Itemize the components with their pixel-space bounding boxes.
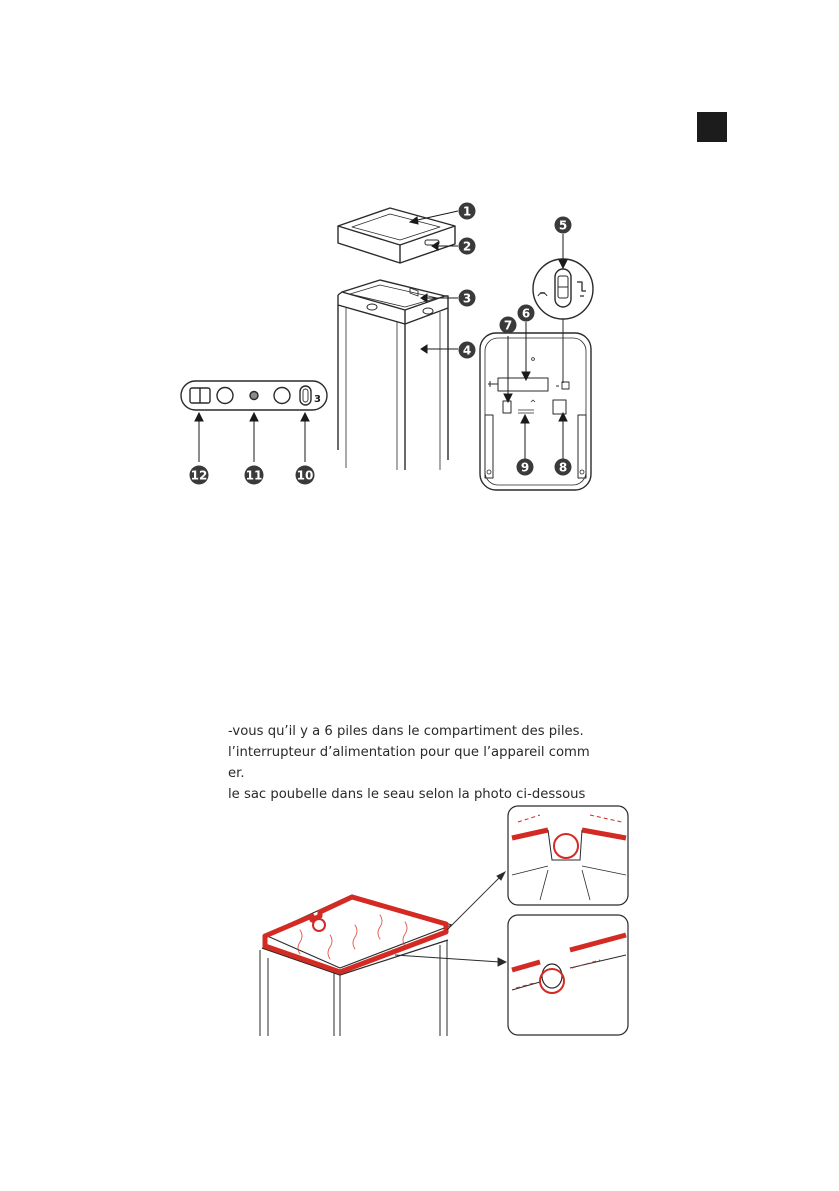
- svg-text:10: 10: [296, 468, 314, 483]
- callout-12: [190, 466, 209, 485]
- callout-10: [296, 466, 315, 485]
- detail-panel-bottom: [508, 915, 628, 1035]
- callout-1: [459, 203, 476, 220]
- instruction-line-2: l’interrupteur d’alimentation pour que l’appareil comm: [228, 745, 590, 760]
- bucket-illustration: [338, 280, 448, 470]
- panel-battery-label: 3: [314, 394, 321, 405]
- callout-6: [518, 305, 535, 322]
- svg-text:11: 11: [245, 468, 263, 483]
- instruction-line-4: le sac poubelle dans le seau selon la photo ci-dessous: [228, 787, 586, 802]
- callout-7: [500, 317, 517, 334]
- underside-illustration: [480, 333, 591, 490]
- svg-text:3: 3: [462, 291, 472, 306]
- exploded-diagram: [0, 0, 839, 560]
- lid-illustration: [338, 208, 455, 263]
- svg-text:8: 8: [558, 460, 568, 475]
- svg-text:1: 1: [462, 204, 472, 219]
- callout-4: [459, 342, 476, 359]
- callout-2: [459, 238, 476, 255]
- switch-detail-illustration: [533, 259, 593, 383]
- callout-9: [517, 459, 534, 476]
- callout-3: [459, 290, 476, 307]
- svg-text:4: 4: [462, 343, 472, 358]
- control-panel-illustration: [181, 381, 327, 410]
- instruction-line-3: er.: [228, 766, 245, 781]
- svg-text:7: 7: [503, 318, 513, 333]
- instruction-line-1: -vous qu’il y a 6 piles dans le compartiment des piles.: [228, 724, 584, 739]
- leader-lines: [195, 211, 567, 462]
- svg-text:6: 6: [521, 306, 531, 321]
- svg-text:5: 5: [558, 218, 568, 233]
- callout-8: [555, 459, 572, 476]
- callout-5: [555, 217, 572, 234]
- svg-text:2: 2: [462, 239, 472, 254]
- svg-text:9: 9: [520, 460, 530, 475]
- svg-text:12: 12: [190, 468, 208, 483]
- detail-panel-top: [508, 806, 628, 905]
- instructions-text: [228, 721, 648, 805]
- callout-11: [245, 466, 264, 485]
